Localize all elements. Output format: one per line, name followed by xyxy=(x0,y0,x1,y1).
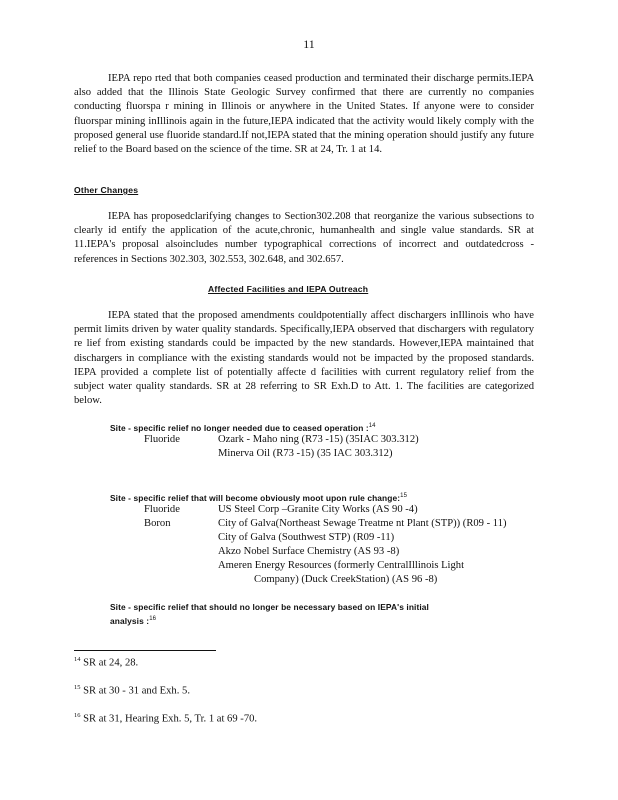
heading-other-changes: Other Changes xyxy=(74,185,139,195)
footnote-ref: 16 xyxy=(149,616,157,622)
page-number: 11 xyxy=(303,37,315,51)
footnote-16: $^{16}$ SR at 31, Hearing Exh. 5, Tr. 1 at 69 -70. xyxy=(74,712,258,725)
paragraph-other-changes: IEPA has proposedclarifying changes to Section302.208 that reorganize the various subsections to clearly id entify the application of the acute,chronic, humanhealth and single value standards. SR at 11.IEPA's proposal alsoincludes number typographical corrections of incorrect and outdatedcross - references in Sections 302.303, 302.553, 302.648, and 302.657. xyxy=(74,211,534,265)
footnote-14: $^{14}$ SR at 24, 28. xyxy=(74,656,139,669)
paragraph-affected-facilities: IEPA stated that the proposed amendments couldpotentially affect dischargers inIllinois who have permit limits driven by water quality standards. Specifically,IEPA observed that dischargers with regulatory re lief from existing standards could be impacted by the new standards. However,IEPA maintained that dischargers in compliance with the existing standards would not be impacted by the proposed standards. IEPA provided a complete list of potentially affecte d facilities with current regulatory relief from the subject water quality standards. SR at 28 referring to SR Exh.D to Att. 1. The facilities are categorized below. xyxy=(74,310,534,407)
facility-item: City of Galva (Southwest STP) (R09 -11) xyxy=(218,532,395,543)
footnote-15: $^{15}$ SR at 30 - 31 and Exh. 5. xyxy=(74,684,190,697)
list-heading-moot-upon-rule-change: Site - specific relief that will become obviously moot upon rule change:$^{15}$ xyxy=(110,492,408,503)
footnote-ref: 14 xyxy=(368,423,376,429)
paragraph-fluorspar-mining: IEPA repo rted that both companies ceased production and terminated their discharge permits.IEPA also added that the Illinois State Geologic Survey confirmed that there are currently no companies conducting fluorspa r mining in Illinois or anywhere in the United States. If anyone were to consider fluorspar mining inIllinois again in the future,IEPA indicated that the activity would likely comply with the proposed general use fluoride standard.If not,IEPA stated that the mining operation should justify any future relief to the Board based on the science of the time. SR at 24, Tr. 1 at 14. xyxy=(74,73,534,156)
facility-item: Minerva Oil (R73 -15) (35 IAC 303.312) xyxy=(218,448,393,459)
footnote-ref: 15 xyxy=(400,493,408,499)
substance-label: Fluoride xyxy=(144,434,180,445)
list-heading-no-longer-necessary: Site - specific relief that should no longer be necessary based on IEPA's initial analysis :$^{16}$ xyxy=(110,602,429,626)
facility-item: City of Galva(Northeast Sewage Treatme nt Plant (STP)) (R09 - 11) xyxy=(218,518,507,529)
facility-item: Ozark - Maho ning (R73 -15) (35IAC 303.312) xyxy=(218,434,419,445)
heading-affected-facilities: Affected Facilities and IEPA Outreach xyxy=(208,284,369,294)
facility-item-continuation: Company) (Duck CreekStation) (AS 96 -8) xyxy=(254,574,438,585)
facility-item: Ameren Energy Resources (formerly CentralIllinois Light xyxy=(218,560,465,571)
substance-label: Boron xyxy=(144,518,171,529)
footnote-divider xyxy=(74,650,216,651)
substance-label: Fluoride xyxy=(144,504,180,515)
facility-item: US Steel Corp –Granite City Works (AS 90 -4) xyxy=(218,504,418,515)
facility-item: Akzo Nobel Surface Chemistry (AS 93 -8) xyxy=(218,546,400,557)
list-heading-ceased-operation: Site - specific relief no longer needed due to ceased operation :$^{14}$ xyxy=(110,422,376,433)
